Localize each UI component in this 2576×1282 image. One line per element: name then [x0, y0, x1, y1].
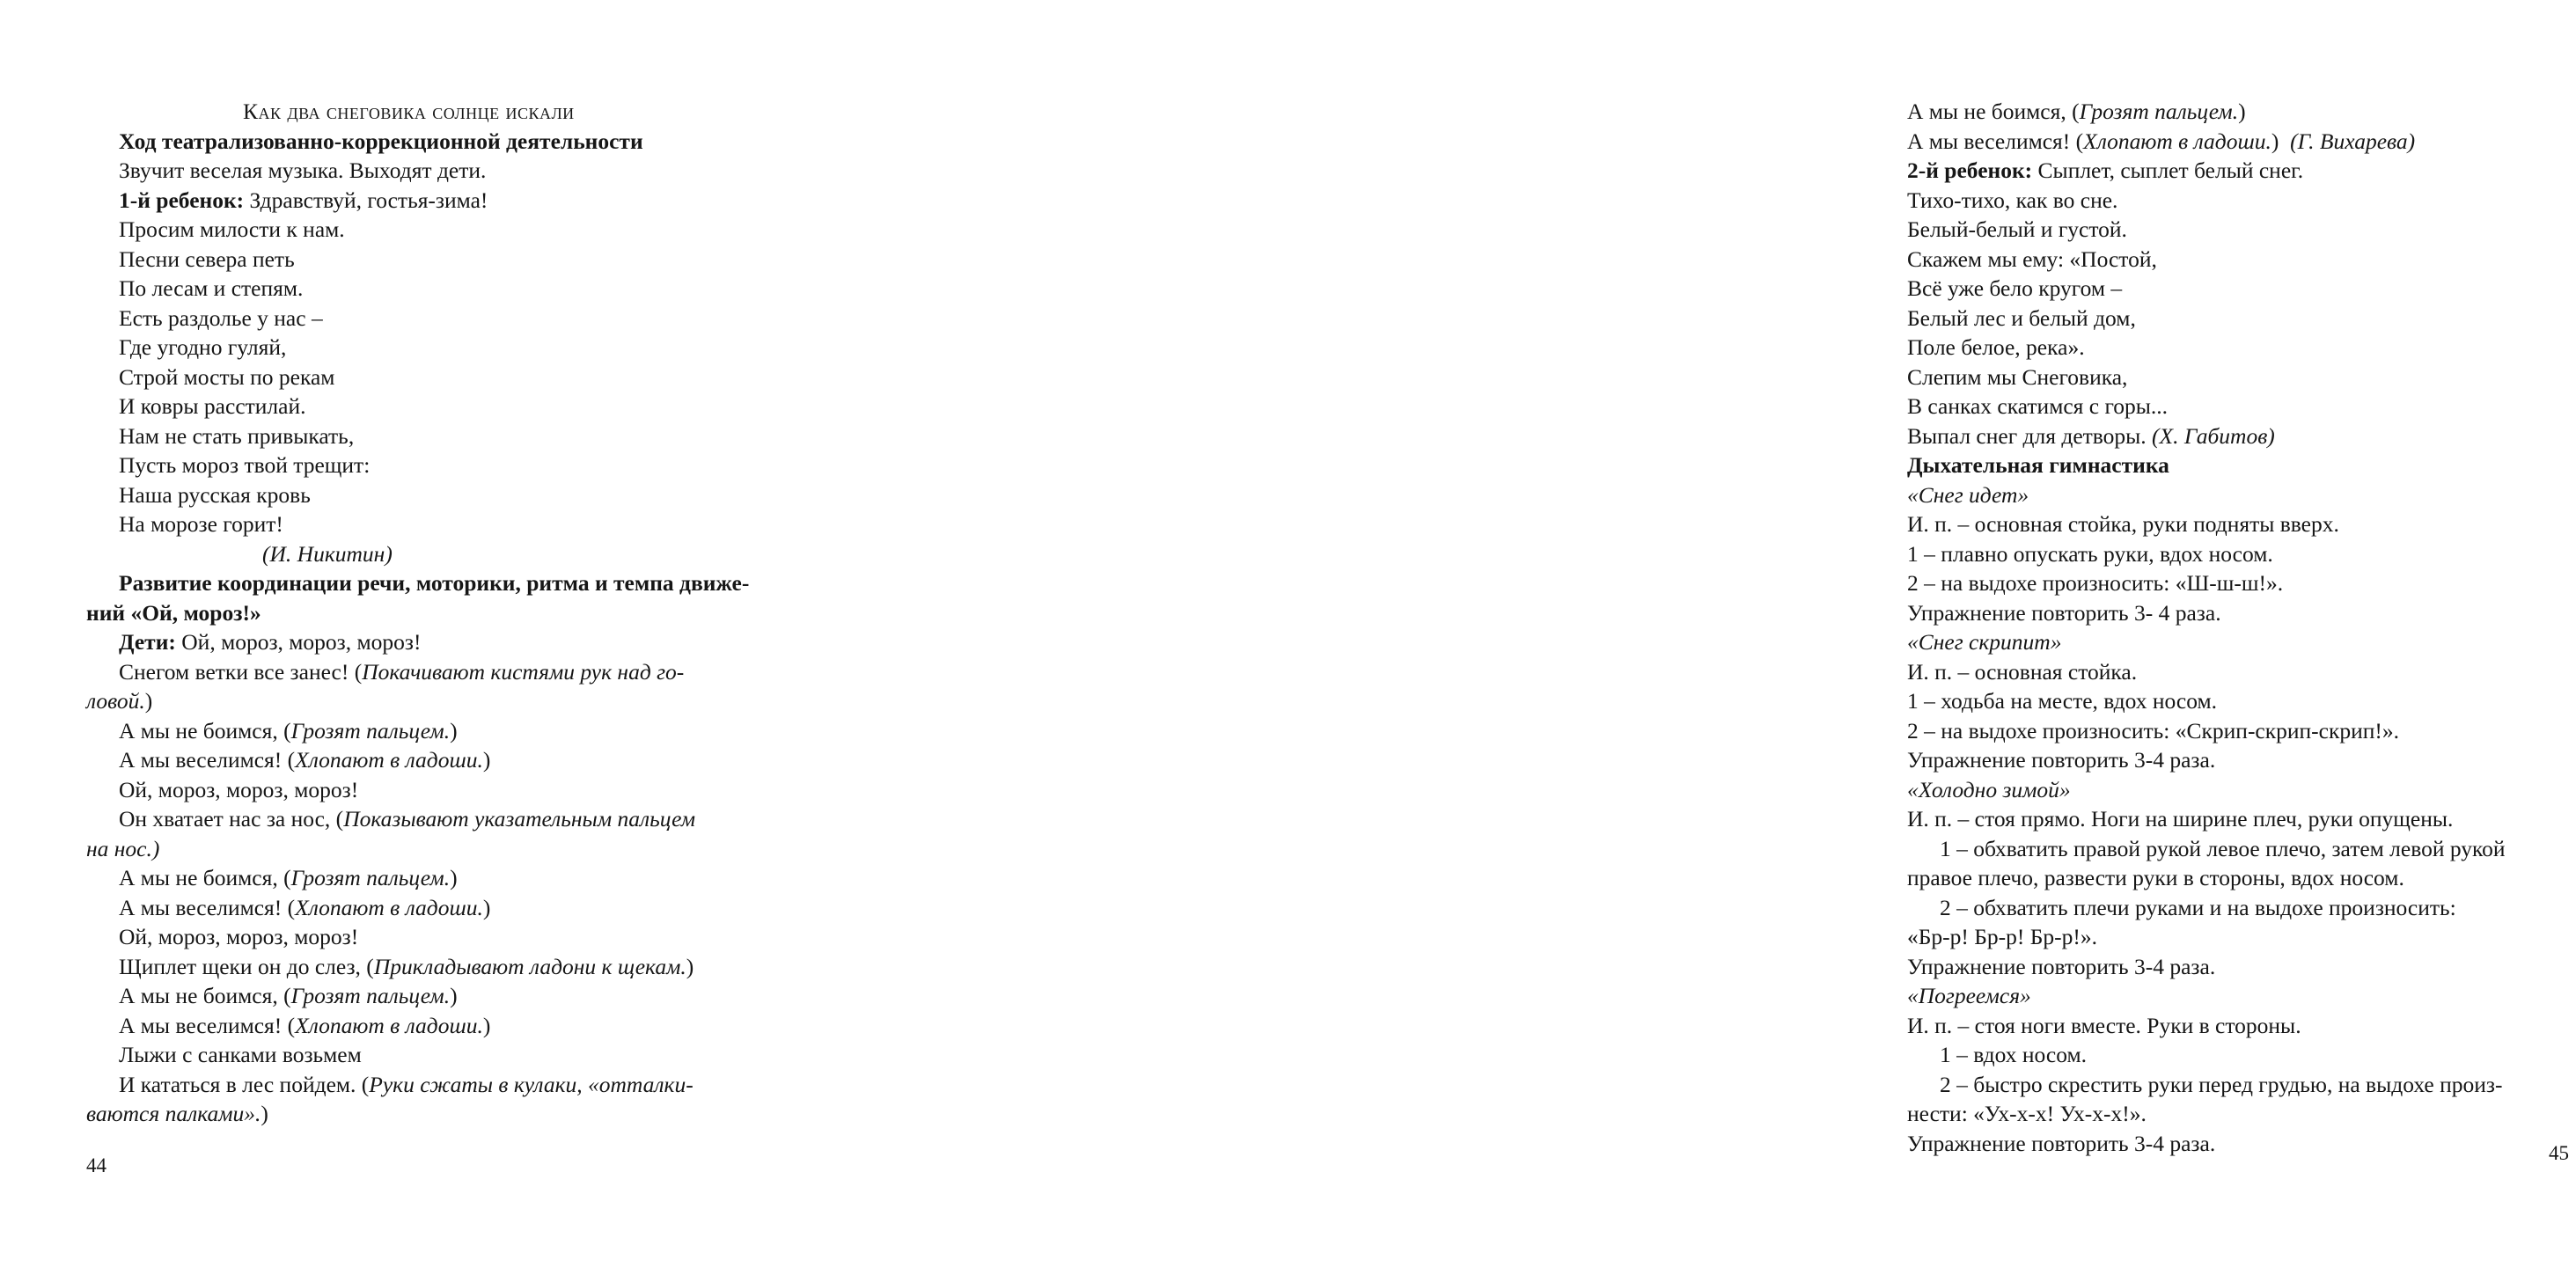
- section-heading-course: Ход театрализованно-коррекционной деятельности: [119, 128, 643, 154]
- exercise-title: «Погреемся»: [1907, 983, 2031, 1008]
- verse-line: Лыжи с санками возьмем: [119, 1042, 362, 1067]
- verse-line: А мы не боимся, (Грозят пальцем.): [119, 983, 458, 1008]
- verse-line: А мы не боимся, (Грозят пальцем.): [1907, 99, 2246, 124]
- poem-line: Пусть мороз твой трещит:: [119, 452, 371, 478]
- exercise-line: Упражнение повторить 3-4 раза.: [1907, 1130, 2216, 1156]
- exercise-line: И. п. – основная стойка, руки подняты вверх.: [1907, 511, 2339, 537]
- page-title: Как два снеговика солнце искали: [243, 99, 575, 124]
- exercise-line: 1 – плавно опускать руки, вдох носом.: [1907, 540, 2273, 567]
- page-number-right: 45: [2549, 1142, 2569, 1164]
- poem-line: Песни севера петь: [119, 245, 295, 272]
- poem-line: Всё уже бело кругом –: [1907, 275, 2123, 301]
- poem-line: Где угодно гуляй,: [119, 334, 287, 360]
- section-heading-development: Развитие координации речи, моторики, ритма и темпа движе-: [119, 570, 750, 596]
- child2-line: 2-й ребенок: Сыплет, сыплет белый снег.: [1907, 158, 2304, 183]
- exercise-title: «Снег скрипит»: [1907, 629, 2062, 655]
- verse-line: Снегом ветки все занес! (Покачивают кистями рук над го-: [119, 658, 685, 685]
- exercise-line: 2 – обхватить плечи руками и на выдохе произносить:: [1940, 894, 2456, 920]
- exercise-line-cont: «Бр-р! Бр-р! Бр-р!».: [1907, 924, 2098, 949]
- exercise-line-cont: правое плечо, развести руки в стороны, вдох носом.: [1907, 865, 2404, 890]
- exercise-line: 1 – вдох носом.: [1940, 1042, 2087, 1067]
- verse-line: А мы не боимся, (Грозят пальцем.): [119, 717, 458, 744]
- verse-line: Щиплет щеки он до слез, (Прикладывают ладони к щекам.): [119, 953, 694, 979]
- exercise-line: Упражнение повторить 3-4 раза.: [1907, 747, 2216, 773]
- right-text-column: [1907, 97, 2576, 1158]
- exercise-line: 1 – обхватить правой рукой левое плечо, затем левой рукой: [1940, 835, 2506, 861]
- poem-line: Скажем мы ему: «Постой,: [1907, 245, 2157, 272]
- verse-line: А мы веселимся! (Хлопают в ладоши.): [119, 1012, 491, 1038]
- verse-line: Ой, мороз, мороз, мороз!: [119, 924, 359, 949]
- verse-line: Он хватает нас за нос, (Показывают указательным пальцем: [119, 806, 696, 831]
- section-heading-development-cont: ний «Ой, мороз!»: [86, 599, 261, 626]
- exercise-line: И. п. – стоя ноги вместе. Руки в стороны.: [1907, 1012, 2301, 1038]
- children-line: Дети: Ой, мороз, мороз, мороз!: [119, 629, 422, 655]
- exercise-title: «Снег идет»: [1907, 481, 2029, 508]
- exercise-line: И. п. – основная стойка.: [1907, 658, 2138, 685]
- left-text-column: [86, 97, 790, 1129]
- verse-line: И кататься в лес пойдем. (Руки сжаты в кулаки, «отталки-: [119, 1071, 694, 1097]
- section-heading-breathing: Дыхательная гимнастика: [1907, 452, 2169, 478]
- intro-line: Звучит веселая музыка. Выходят дети.: [119, 158, 487, 183]
- child1-line: 1-й ребенок: Здравствуй, гостья-зима!: [119, 187, 488, 213]
- poem-line: Белый-белый и густой.: [1907, 216, 2127, 242]
- exercise-title: «Холодно зимой»: [1907, 776, 2071, 802]
- exercise-line: Упражнение повторить 3-4 раза.: [1907, 953, 2216, 979]
- exercise-line: И. п. – стоя прямо. Ноги на ширине плеч, руки опущены.: [1907, 806, 2454, 831]
- verse-line: А мы веселимся! (Хлопают в ладоши.): [119, 747, 491, 773]
- exercise-line: 2 – быстро скрестить руки перед грудью, на выдохе произ-: [1940, 1071, 2503, 1097]
- poem-line: На морозе горит!: [119, 511, 283, 537]
- poem-author: (И. Никитин): [262, 540, 393, 567]
- verse-line: А мы веселимся! (Хлопают в ладоши.) (Г. Вихарева): [1907, 128, 2416, 154]
- verse-line: А мы не боимся, (Грозят пальцем.): [119, 865, 458, 890]
- left-page: [0, 0, 880, 1282]
- poem-line: Строй мосты по рекам: [119, 363, 335, 390]
- poem-line: По лесам и степям.: [119, 275, 304, 301]
- poem-line: Тихо-тихо, как во сне.: [1907, 187, 2118, 213]
- poem-line: Наша русская кровь: [119, 481, 311, 508]
- poem-line: И ковры расстилай.: [119, 393, 306, 419]
- poem-line: Выпал снег для детворы. (Х. Габитов): [1907, 422, 2275, 449]
- poem-line: Есть раздолье у нас –: [119, 304, 323, 331]
- verse-line-cont: ваются палками».): [86, 1101, 268, 1126]
- poem-line: Белый лес и белый дом,: [1907, 304, 2136, 331]
- verse-line: Ой, мороз, мороз, мороз!: [119, 776, 359, 802]
- verse-line-cont: ловой.): [86, 688, 153, 714]
- poem-line: Поле белое, река».: [1907, 334, 2085, 360]
- exercise-line: Упражнение повторить 3- 4 раза.: [1907, 599, 2221, 626]
- poem-line: Просим милости к нам.: [119, 216, 345, 242]
- poem-line: Нам не стать привыкать,: [119, 422, 355, 449]
- exercise-line: 2 – на выдохе произносить: «Ш-ш-ш!».: [1907, 570, 2284, 596]
- page-number-left: 44: [86, 1154, 106, 1176]
- poem-line: В санках скатимся с горы...: [1907, 393, 2169, 419]
- exercise-line: 2 – на выдохе произносить: «Скрип-скрип-скрип!».: [1907, 717, 2400, 744]
- verse-line-cont: на нос.): [86, 835, 160, 861]
- exercise-line-cont: нести: «Ух-х-х! Ух-х-х!».: [1907, 1101, 2147, 1126]
- poem-line: Слепим мы Снеговика,: [1907, 363, 2128, 390]
- right-page: [880, 0, 2569, 1282]
- exercise-line: 1 – ходьба на месте, вдох носом.: [1907, 688, 2218, 714]
- verse-line: А мы веселимся! (Хлопают в ладоши.): [119, 894, 491, 920]
